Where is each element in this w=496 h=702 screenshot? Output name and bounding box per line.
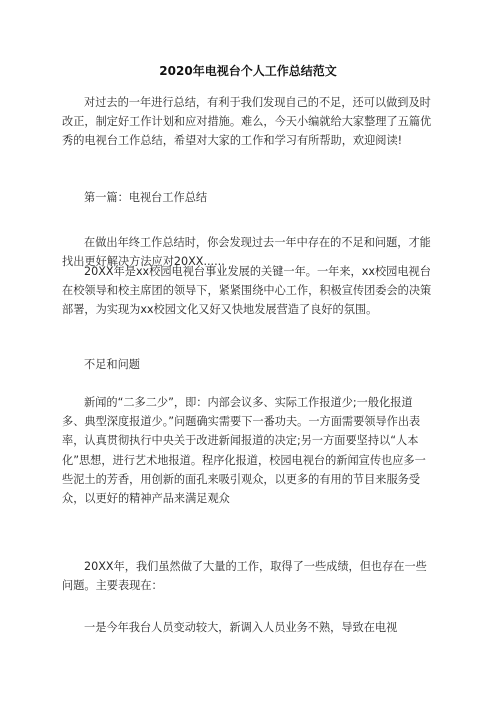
paragraph-news-issues: 新闻的“二多二少”，即：内部会议多、实际工作报道少;一般化报道多、典型深度报道少。”问题确实需要下一番功夫。一方面需要领导作出表率，认真贯彻执行中央关于改进新闻报道的决定;另一方面要坚持以“人本化”思想，进行艺术地报道。程序化报道，校园电视台的新闻宣传也应多一些泥土的芳香，用创新的面孔来吸引观众，以更多的有用的节目来服务受众，以更好的精神产品来满足观众: [62, 396, 426, 506]
section-heading-problems: 不足和问题: [84, 358, 140, 371]
paragraph-key-year: 20XX年是xx校园电视台事业发展的关键一年。一年来，xx校园电视台在校领导和校主席团的领导下，紧紧围绕中心工作，积极宣传团委会的决策部署，为实现为xx校园文化又好又快地发展营造了良好的氛围。: [62, 265, 432, 317]
section-heading-first: 第一篇：电视台工作总结: [84, 191, 208, 204]
paragraph-year-end-summary: 在做出年终工作总结时，你会发现过去一年中存在的不足和问题，才能找出更好解决方法应对20XX......: [62, 236, 431, 269]
document-title: 2020年电视台个人工作总结范文: [159, 64, 337, 78]
intro-paragraph: 对过去的一年进行总结，有利于我们发现自己的不足，还可以做到及时改正，制定好工作计划和应对措施。难么，今天小编就给大家整理了五篇优秀的电视台工作总结，希望对大家的工作和学习有所帮助，欢迎阅读!: [62, 96, 432, 148]
paragraph-achievements: 20XX年，我们虽然做了大量的工作，取得了一些成绩，但也存在一些问题。主要表现在：: [62, 560, 427, 593]
paragraph-point-one: 一是今年我台人员变动较大，新调入人员业务不熟，导致在电视: [84, 621, 398, 634]
